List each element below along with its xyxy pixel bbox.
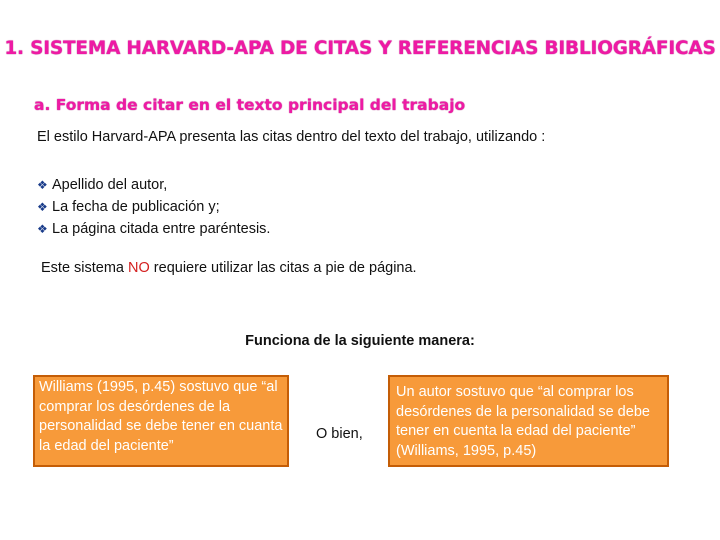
diamond-bullet-icon: ❖	[37, 222, 48, 236]
intro-text: El estilo Harvard-APA presenta las citas dentro del texto del trabajo, utilizando :	[37, 129, 546, 145]
section-subtitle: a. Forma de citar en el texto principal del trabajo	[34, 96, 466, 114]
separator-text: O bien,	[316, 426, 363, 442]
list-item	[37, 196, 270, 218]
diamond-bullet-icon: ❖	[37, 200, 48, 214]
note-before: Este sistema	[41, 260, 129, 276]
howto-heading	[0, 333, 720, 349]
howto-text: Funciona de la siguiente manera:	[245, 333, 475, 349]
bullet-text: Apellido del autor,	[52, 177, 168, 193]
example-box-right: Un autor sostuvo que “al comprar los desórdenes de la personalidad se debe tener en cuenta la edad del paciente” (Williams, 1995, p.45)	[388, 375, 669, 467]
bullet-text: La página citada entre paréntesis.	[52, 221, 271, 237]
list-item	[37, 218, 270, 240]
note-emphasis: NO	[128, 260, 150, 276]
diamond-bullet-icon: ❖	[37, 178, 48, 192]
slide-title: 1. SISTEMA HARVARD-APA DE CITAS Y REFERENCIAS BIBLIOGRÁFICAS	[4, 38, 716, 59]
list-item	[37, 174, 270, 196]
footnote-rule	[41, 260, 417, 276]
bullet-text: La fecha de publicación y;	[52, 199, 220, 215]
bullet-list	[37, 174, 270, 240]
example-box-left: Williams (1995, p.45) sostuvo que “al comprar los desórdenes de la personalidad se debe tener en cuanta la edad del paciente”	[33, 375, 289, 467]
note-after: requiere utilizar las citas a pie de página.	[149, 260, 417, 276]
